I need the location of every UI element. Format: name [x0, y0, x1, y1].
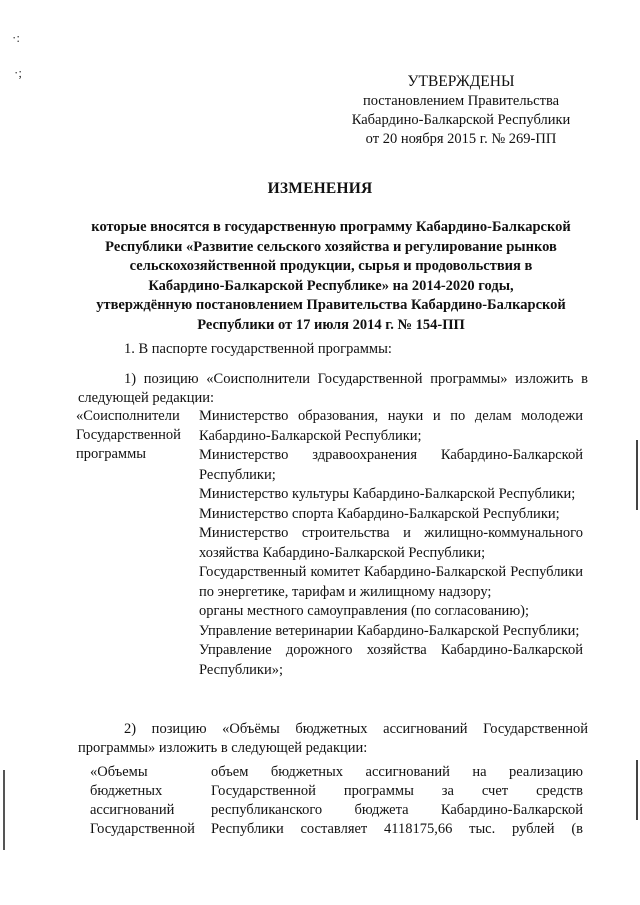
item-paragraph: 1) позицию «Соисполнители Государственной программы» изложить в следующей редакции: — [78, 371, 588, 406]
body-line: объем бюджетных ассигнований на реализацию — [211, 764, 583, 780]
entry: Управление ветеринарии Кабардино-Балкарской Республики; — [199, 622, 580, 639]
subtitle-line: Кабардино-Балкарской Республике» на 2014-2020 годы, — [148, 277, 514, 294]
scan-artifact: ·: — [12, 30, 20, 45]
subtitle-line: которые вносятся в государственную программу Кабардино-Балкарской — [91, 219, 571, 235]
approval-block — [330, 72, 592, 149]
label-line: Государственной — [90, 821, 195, 837]
subtitle-line: Республики «Развитие сельского хозяйства и регулирование рынков — [105, 238, 557, 255]
scan-edge-mark — [636, 760, 638, 820]
entry: Министерство строительства и жилищно-коммунального хозяйства Кабардино-Балкарской Республики; — [199, 525, 583, 561]
entry: Министерство здравоохранения Кабардино-Балкарской Республики; — [199, 447, 583, 483]
label-line: «Соисполнители — [76, 408, 180, 424]
subtitle-line: сельскохозяйственной продукции, сырья и продовольствия в — [129, 258, 533, 274]
body-line: Республики составляет 4118175,66 тыс. рублей (в — [211, 821, 583, 837]
scan-edge-mark — [3, 770, 5, 850]
approval-heading: УТВЕРЖДЕНЫ — [407, 73, 515, 90]
subtitle-line: утверждённую постановлением Правительства Кабардино-Балкарской — [96, 297, 566, 313]
label-line: ассигнований — [90, 802, 175, 818]
document-title: ИЗМЕНЕНИЯ — [267, 180, 373, 197]
label-line: «Объемы — [90, 764, 148, 780]
entry: органы местного самоуправления (по согласованию); — [199, 603, 530, 619]
document-subtitle — [70, 218, 592, 335]
body-line: Государственной программы за счет средств — [211, 783, 583, 799]
entry: Управление дорожного хозяйства Кабардино-Балкарской Республики»; — [199, 642, 583, 678]
label-line: Государственной — [76, 427, 181, 443]
section-heading: 1. В паспорте государственной программы: — [124, 341, 392, 357]
approval-line: постановлением Правительства — [362, 93, 560, 109]
entry: Министерство культуры Кабардино-Балкарской Республики; — [199, 486, 576, 502]
table-label — [76, 407, 181, 464]
item-paragraph: 2) позицию «Объёмы бюджетных ассигнований Государственной программы» изложить в следующей редакции: — [78, 721, 588, 756]
body-line: республиканского бюджета Кабардино-Балкарской — [211, 802, 583, 818]
entry: Министерство спорта Кабардино-Балкарской Республики; — [199, 505, 560, 522]
subtitle-line: Республики от 17 июля 2014 г. № 154-ПП — [197, 316, 465, 333]
label-line: бюджетных — [90, 783, 163, 799]
table-body — [211, 763, 583, 839]
approval-line: от 20 ноября 2015 г. № 269-ПП — [365, 131, 557, 147]
approval-line: Кабардино-Балкарской Республики — [351, 112, 571, 128]
table-body — [199, 407, 583, 680]
scan-edge-mark — [636, 440, 638, 510]
entry: Государственный комитет Кабардино-Балкарской Республики по энергетике, тарифам и жилищному надзору; — [199, 564, 583, 600]
table-label — [90, 763, 195, 839]
label-line: программы — [76, 446, 146, 462]
scan-artifact: ·; — [14, 65, 22, 80]
entry: Министерство образования, науки и по делам молодежи Кабардино-Балкарской Республики; — [199, 408, 583, 444]
